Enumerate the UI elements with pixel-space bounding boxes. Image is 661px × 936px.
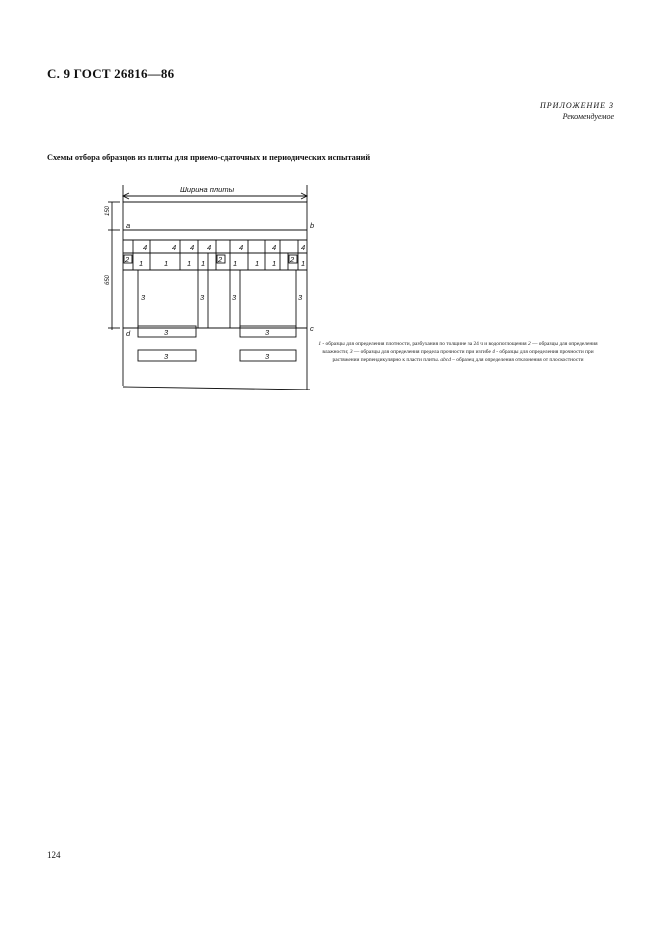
appendix-status: Рекомендуемое [562,112,614,121]
row-label: 1 [187,259,192,268]
corner-a: a [126,221,131,230]
row-label: 1 [164,259,169,268]
specimen3-label: 3 [200,293,205,302]
caption-num: 4 [492,349,495,356]
row4-label: 4 [239,243,244,252]
bottom3-label: 3 [164,328,169,337]
row-label: 2 [290,255,295,264]
specimen3-label: 3 [141,293,146,302]
corner-d: d [126,329,131,338]
row-label: 1 [139,259,144,268]
row-label: 1 [201,259,206,268]
row-label: 1 [301,259,306,268]
caption-text: - образцы для определения плотности, разбухания по толщине за 24 ч и водопоглощения [321,341,529,347]
bottom3-label: 3 [265,328,270,337]
row-label: 1 [272,259,277,268]
row4-label: 4 [190,243,195,252]
appendix-label: ПРИЛОЖЕНИЕ 3 [540,101,614,110]
dim-side-label: 650 [105,274,111,285]
row4-label: 4 [301,243,306,252]
row-label: 2 [218,255,223,264]
row4-label: 4 [172,243,177,252]
appendix-block [540,100,614,122]
caption-abcd: abcd [440,357,451,364]
bottom3-label: 3 [265,352,270,361]
row-label: 1 [255,259,260,268]
row4-label: 4 [272,243,277,252]
figure-caption [318,340,598,365]
width-label: Ширина плиты [180,185,235,194]
section-title: Схемы отбора образцов из плиты для приемо-сдаточных и периодических испытаний [47,153,371,162]
corner-b: b [310,221,315,230]
caption-text: - образцы для определения прочности при растяжении перпендикулярно к пласти плиты. [332,349,594,364]
row4-label: 4 [207,243,212,252]
caption-num: 3 [349,349,353,356]
specimen3-label: 3 [298,293,303,302]
dim-top-label: 150 [105,205,111,216]
caption-num: 2 [528,341,531,347]
sampling-diagram [100,180,320,390]
caption-text: — образцы для определения влажности; [322,341,598,356]
specimen3-label: 3 [232,293,237,302]
bottom3-label: 3 [164,352,169,361]
row-label: 2 [125,255,130,264]
row-label: 1 [233,259,238,268]
caption-num: 1 [318,341,322,347]
page-header: С. 9 ГОСТ 26816—86 [47,66,175,81]
caption-text: — образцы для определения предела прочности при изгибе [352,349,493,356]
row4-label: 4 [143,243,148,252]
corner-c: c [310,324,314,333]
page-number: 124 [47,850,61,860]
caption-text: – образец для определения отклонения от плоскостности [450,357,584,364]
